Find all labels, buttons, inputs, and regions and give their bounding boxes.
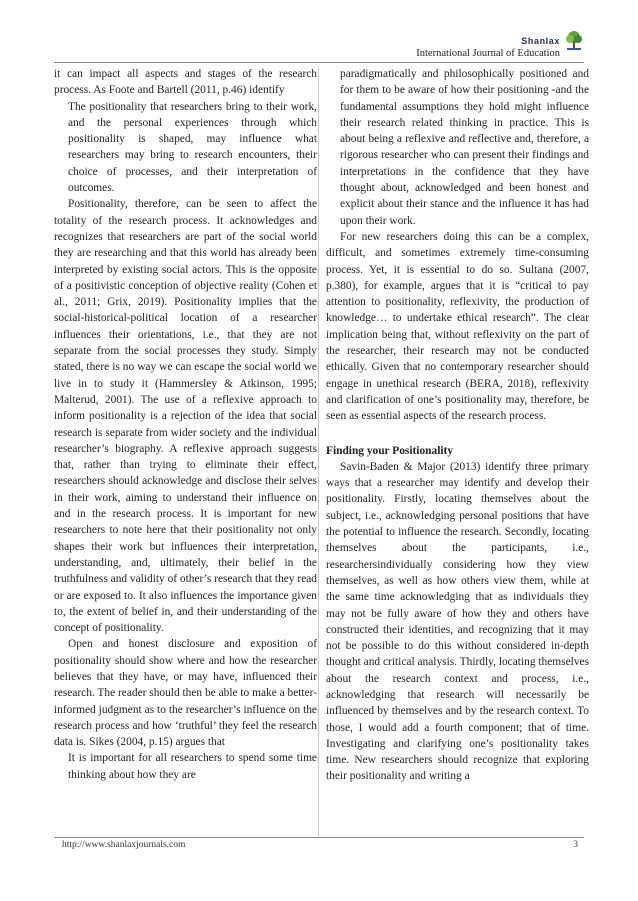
body-paragraph: it can impact all aspects and stages of the research process. As Foote and Bartell (2011, p.46) identify	[54, 68, 317, 97]
block-quote: It is important for all researchers to spend some time thinking about how they are	[68, 752, 317, 781]
block-quote: The positionality that researchers bring to their work, and the personal experiences through which positionality is shaped, may influence what researchers may bring to research encounters, their choice of processes, and their interpretation of outcomes.	[68, 100, 317, 195]
footer-divider	[54, 837, 584, 838]
body-paragraph: Savin-Baden & Major (2013) identify three primary ways that a researcher may identify and develop their positionality. Firstly, locating themselves about the subject, i.e., acknowledging personal positions that have the potential to influence the research. Secondly, locating themselves about the participants, i.e., researchersindividually considering how they view themselves, as well as how others view them, while at the same time acknowledging that as individuals they may not be fully aware of how they and others have constructed their identities, and recognizing that it may not be possible to do this without considered in-depth thought and critical analysis. Thirdly, locating themselves about the research context and process, i.e., acknowledging that research will necessarily be influenced by themselves and by the research context. To those, I would add a fourth component; that of time. Investigating and clarifying one’s positionality takes time. New researchers should recognize that exploring their positionality and writing a	[326, 460, 589, 783]
body-paragraph: Positionality, therefore, can be seen to affect the totality of the research process. It acknowledges and recognizes that researchers are part of the social world they are researching and that this world has already been interpreted by existing social actors. This is the opposite of a positivistic conception of objective reality (Cohen et al., 2011; Grix, 2019). Positionality implies that the social-historical-political location of a researcher influences their orientations, i.e., that they are not separate from the social processes they study. Simply stated, there is no way we can escape the social world we live in to study it (Hammersley & Atkinson, 1995; Malterud, 2001). The use of a reflexive approach to inform positionality is a rejection of the idea that social research is separate from wider society and the individual researcher’s biography. A reflexive approach suggests that, rather than trying to eliminate their effect, researchers should acknowledge and disclose their selves in their work, aiming to understand their influence on and in the research process. It is important for new researchers to note here that their positionality not only shapes their work but influences their interpretation, understanding, and, ultimately, their belief in the truthfulness and validity of other’s research that they read or are exposed to. It also influences the importance given to, the extent of belief in, and their understanding of the concept of positionality.	[54, 198, 317, 635]
block-quote: paradigmatically and philosophically positioned and for them to be aware of how their positioning -and the fundamental assumptions they hold might influence their research related thinking in practice. This is about being a reflexive and reflective and, therefore, a rigorous researcher who can present their findings and interpretations in the confidence that they have thought about, acknowledged and been honest and explicit about their stance and the influence it has had upon their work.	[340, 68, 589, 227]
column-divider	[318, 66, 319, 836]
journal-title: International Journal of Education	[416, 48, 560, 59]
tree-logo-icon	[564, 30, 584, 52]
page-header	[416, 30, 584, 59]
brand-name: Shanlax	[521, 36, 560, 46]
page-number: 3	[573, 840, 578, 850]
right-column	[326, 66, 589, 785]
body-paragraph: For new researchers doing this can be a complex, difficult, and sometimes extremely time-consuming process. Yet, it is essential to do so. Sultana (2007, p.380), for example, argues that it is “critical to pay attention to positionality, reflexivity, the production of knowledge… to undertake ethical research”. The clear implication being that, without reflexivity on the part of the researcher, their research may not be conducted ethically. Given that no contemporary researcher should engage in unethical research (BERA, 2018), reflexivity and clarification of one’s positionality may, therefore, be seen as essential aspects of the research process.	[326, 230, 589, 423]
journal-website-link[interactable]: http://www.shanlaxjournals.com	[62, 840, 186, 850]
section-heading: Finding your Positionality	[326, 444, 454, 457]
body-paragraph: Open and honest disclosure and exposition of positionality should show where and how the researcher believes that they have, or may have, influenced their research. The reader should then be able to make a better-informed judgment as to the researcher’s influence on the research process and how ‘truthful’ they feel the research data is. Sikes (2004, p.15) argues that	[54, 638, 318, 749]
header-divider	[54, 62, 584, 63]
left-column	[54, 66, 317, 783]
